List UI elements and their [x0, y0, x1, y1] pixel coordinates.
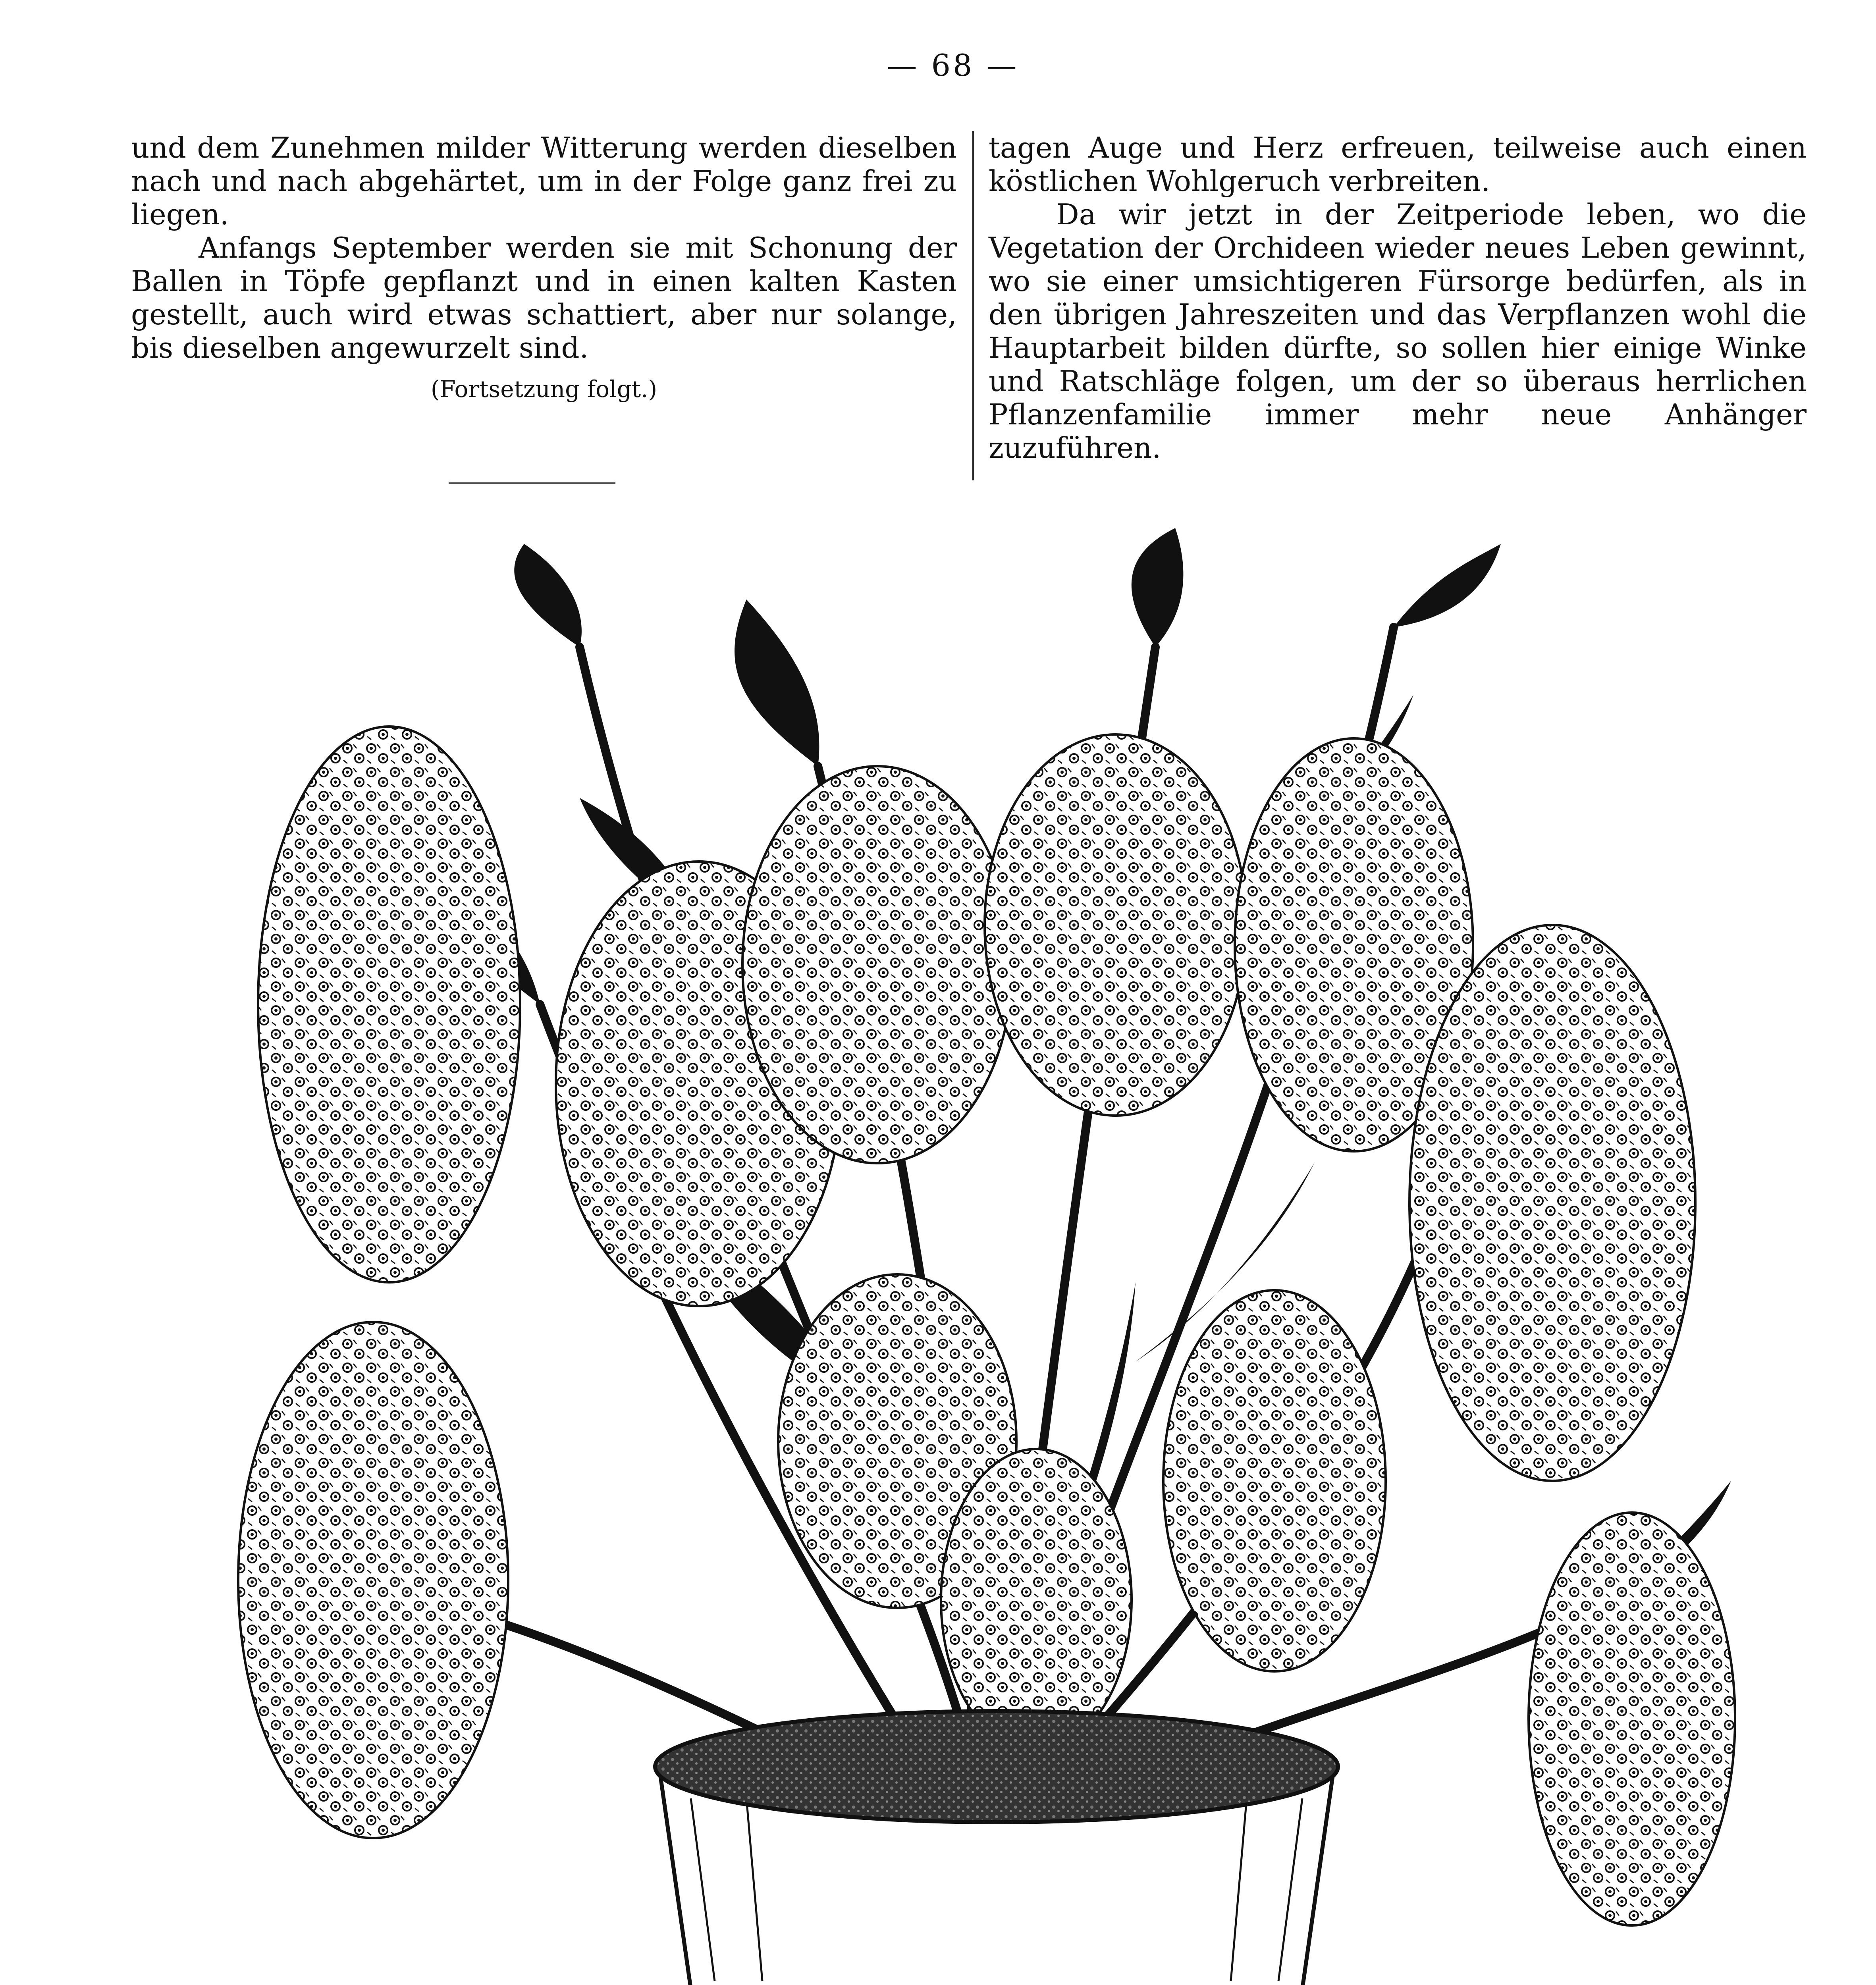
top-right-column	[989, 131, 1807, 464]
section-divider	[449, 482, 615, 484]
column-rule-top	[972, 131, 974, 480]
page-number: — 68 —	[887, 48, 1019, 83]
paragraph: und dem Zunehmen milder Witterung werden dieselben nach und nach abgehärtet, um in der Folge ganz frei zu liegen.	[131, 131, 957, 231]
paragraph: Anfangs September werden sie mit Schonung der Ballen in Töpfe gepflanzt und in einen kalten Kasten gestellt, auch wird etwas schattiert, aber nur solange, bis dieselben angewurzelt sind.	[131, 231, 957, 364]
continuation-note: (Fortsetzung folgt.)	[430, 376, 657, 403]
orchid-illustration	[222, 528, 1739, 1985]
paragraph: Da wir jetzt in der Zeitperiode leben, wo die Vegetation der Orchideen wieder neues Leben gewinnt, wo sie einer umsichtigeren Fürsorge bedürfen, als in den übrigen Jahreszeiten und das Verpflanzen wohl die Hauptarbeit bilden dürfte, so sollen hier einige Winke und Ratschläge folgen, um der so überaus herrlichen Pflanzenfamilie immer mehr neue Anhänger zuzuführen.	[989, 198, 1807, 464]
paragraph: tagen Auge und Herz erfreuen, teilweise auch einen köstlichen Wohlgeruch verbreiten.	[989, 131, 1807, 198]
top-left-column	[131, 131, 957, 406]
